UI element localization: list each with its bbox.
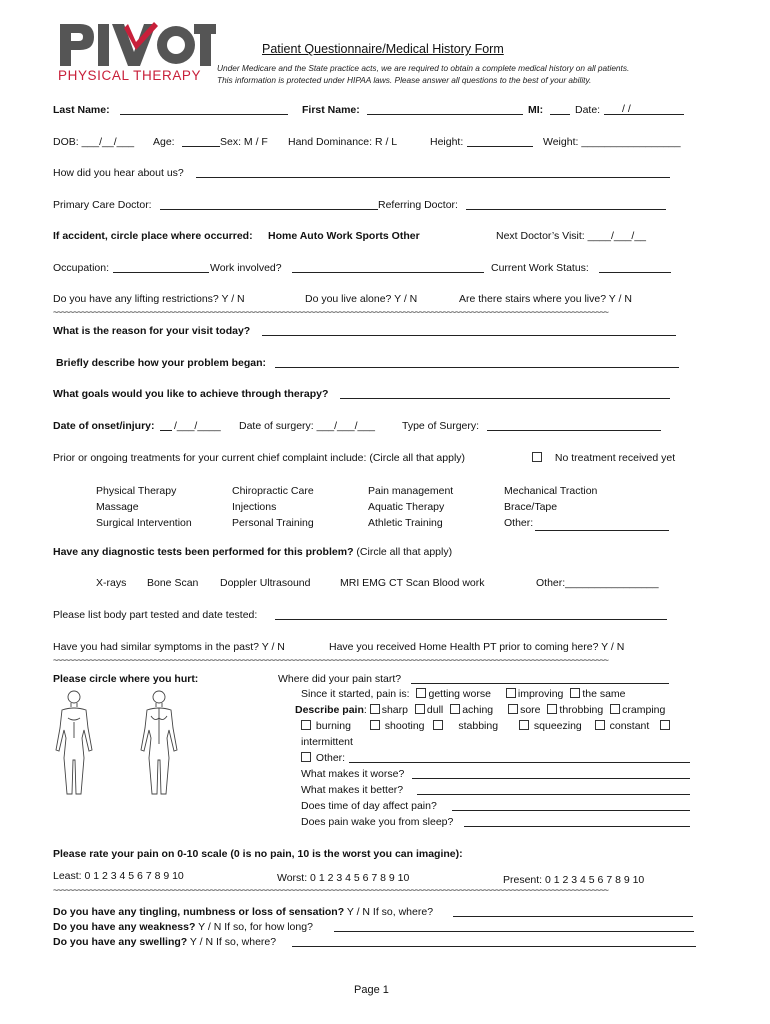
height-label: Height: <box>430 136 464 148</box>
intro-line-2: This information is protected under HIPAA laws. Please answer all questions to the best of your ability. <box>217 75 592 85</box>
reason-field[interactable] <box>262 325 676 336</box>
checkbox-icon[interactable] <box>595 720 605 730</box>
lifting-question[interactable]: Do you have any lifting restrictions? Y / N <box>53 293 245 305</box>
treatments-col-2 <box>232 483 314 531</box>
how-hear-label: How did you hear about us? <box>53 167 184 179</box>
mi-label: MI: <box>528 104 544 116</box>
pain-scale-label: Please rate your pain on 0-10 scale (0 is no pain, 10 is the worst you can imagine): <box>53 848 463 860</box>
treatments-col-3 <box>368 483 453 531</box>
page-number: Page 1 <box>354 984 389 996</box>
tilde-divider: ~~~~~~~~~~~~~~~~~~~~~~~~~~~~~~~~~~~~~~~~~~~~~~~~~~~~~~~~~~~~~~~~~~~~~~~~~~~~~~~~~~~~~~~~~~~~~~~~~~~~~~~~~~~~~~~~~~~~~~~~~~~~~~~~~~~~~~~~~~ <box>53 886 608 896</box>
last-name-label: Last Name: <box>53 104 110 116</box>
age-field[interactable] <box>182 136 220 147</box>
describe-pain-row-1: Describe pain: sharp dull aching sore throbbing cramping <box>295 704 666 716</box>
work-involved-label: Work involved? <box>210 262 282 274</box>
onset-label: Date of onset/injury: <box>53 420 155 432</box>
hand-dominance-field[interactable]: Hand Dominance: R / L <box>288 136 398 148</box>
describe-option[interactable]: aching <box>450 704 493 716</box>
accident-places[interactable]: Home Auto Work Sports Other <box>268 230 420 242</box>
describe-option[interactable]: shooting <box>370 720 425 732</box>
tilde-divider: ~~~~~~~~~~~~~~~~~~~~~~~~~~~~~~~~~~~~~~~~~~~~~~~~~~~~~~~~~~~~~~~~~~~~~~~~~~~~~~~~~~~~~~~~~~~~~~~~~~~~~~~~~~~~~~~~~~~~~~~~~~~~~~~~~~~~~~~~~~ <box>53 308 608 318</box>
treatment-option[interactable]: Surgical Intervention <box>96 517 192 529</box>
pain-other-row: Other: <box>301 752 345 764</box>
since-option-same[interactable]: the same <box>570 688 625 700</box>
body-diagram-icon[interactable] <box>44 688 194 800</box>
checkbox-icon[interactable] <box>660 720 670 730</box>
least-scale[interactable]: Least: 0 1 2 3 4 5 6 7 8 9 10 <box>53 870 184 882</box>
occupation-field[interactable] <box>113 262 209 273</box>
checkbox-icon[interactable] <box>570 688 580 698</box>
treatment-option[interactable]: Brace/Tape <box>504 501 558 513</box>
live-alone-question[interactable]: Do you live alone? Y / N <box>305 293 418 305</box>
checkbox-icon[interactable] <box>370 704 380 714</box>
referring-doctor-field[interactable] <box>466 199 666 210</box>
goals-label: What goals would you like to achieve through therapy? <box>53 388 329 400</box>
prior-treatments-label: Prior or ongoing treatments for your current chief complaint include: (Circle all that apply) <box>53 452 466 464</box>
treatments-col-4 <box>504 483 669 531</box>
time-of-day-field[interactable] <box>452 800 690 811</box>
describe-option[interactable]: sharp <box>370 704 408 716</box>
wake-label: Does pain wake you from sleep? <box>301 816 454 828</box>
treatment-option[interactable]: Pain management <box>368 485 454 497</box>
test-doppler[interactable]: Doppler Ultrasound <box>220 577 311 589</box>
date-label: Date: <box>575 104 601 116</box>
treatment-option[interactable]: Athletic Training <box>368 517 443 529</box>
checkbox-icon[interactable] <box>433 720 443 730</box>
mi-field[interactable] <box>550 104 570 115</box>
pain-start-label: Where did your pain start? <box>278 673 402 685</box>
accident-label: If accident, circle place where occurred: <box>53 230 253 242</box>
body-part-field[interactable] <box>275 609 667 620</box>
similar-symptoms-question[interactable]: Have you had similar symptoms in the past? Y / N <box>53 641 285 653</box>
weakness-field[interactable] <box>334 921 694 932</box>
work-status-label: Current Work Status: <box>491 262 589 274</box>
checkbox-icon[interactable] <box>519 720 529 730</box>
no-treatment-option[interactable]: No treatment received yet <box>532 452 675 464</box>
treatments-col-1 <box>96 483 192 531</box>
referring-doctor-label: Referring Doctor: <box>378 199 458 211</box>
intro-line-1: Under Medicare and the State practice acts, we are required to obtain a complete medical history on all patients. <box>217 63 630 73</box>
worse-label: What makes it worse? <box>301 768 405 780</box>
checkbox-icon[interactable] <box>450 704 460 714</box>
work-involved-field[interactable] <box>292 262 484 273</box>
swelling-question: Do you have any swelling? Y / N If so, where? <box>53 936 277 948</box>
describe-option[interactable]: squeezing <box>519 720 582 732</box>
surgery-type-field[interactable] <box>487 420 661 431</box>
intermittent-option[interactable]: intermittent <box>301 736 353 748</box>
describe-option[interactable]: throbbing <box>547 704 603 716</box>
work-status-field[interactable] <box>599 262 671 273</box>
page-title: Patient Questionnaire/Medical History Form <box>262 42 504 56</box>
describe-option[interactable]: burning <box>301 720 351 732</box>
wake-field[interactable] <box>464 816 690 827</box>
last-name-field[interactable] <box>120 104 288 115</box>
swelling-field[interactable] <box>292 936 696 947</box>
other-treatment-field[interactable] <box>535 520 669 531</box>
dob-field[interactable]: DOB: ___/__/___ <box>53 136 135 148</box>
describe-option[interactable]: constant <box>595 720 650 732</box>
occupation-label: Occupation: <box>53 262 110 274</box>
tingling-question: Do you have any tingling, numbness or loss of sensation? Y / N If so, where? <box>53 906 434 918</box>
treatment-option[interactable]: Other: <box>504 515 669 531</box>
surgery-date-field[interactable]: Date of surgery: ___/___/___ <box>239 420 376 432</box>
describe-pain-row-2 <box>301 720 672 732</box>
time-of-day-label: Does time of day affect pain? <box>301 800 437 812</box>
first-name-label: First Name: <box>302 104 360 116</box>
tilde-divider: ~~~~~~~~~~~~~~~~~~~~~~~~~~~~~~~~~~~~~~~~~~~~~~~~~~~~~~~~~~~~~~~~~~~~~~~~~~~~~~~~~~~~~~~~~~~~~~~~~~~~~~~~~~~~~~~~~~~~~~~~~~~~~~~~~~~~~~~~~~ <box>53 656 608 666</box>
date-field[interactable] <box>604 104 684 115</box>
body-part-label: Please list body part tested and date tested: <box>53 609 258 621</box>
treatment-option[interactable]: Physical Therapy <box>96 485 177 497</box>
describe-option[interactable]: sore <box>508 704 540 716</box>
checkbox-icon[interactable] <box>416 688 426 698</box>
pivot-logo-icon <box>58 20 216 68</box>
onset-separators: /___/____ <box>174 420 221 432</box>
present-scale[interactable]: Present: 0 1 2 3 4 5 6 7 8 9 10 <box>503 874 645 886</box>
first-name-field[interactable] <box>367 104 523 115</box>
treatment-option[interactable]: Personal Training <box>232 517 314 529</box>
reason-label: What is the reason for your visit today? <box>53 325 251 337</box>
diagnostic-question: Have any diagnostic tests been performed for this problem? (Circle all that apply) <box>53 546 453 558</box>
test-xrays[interactable]: X-rays <box>96 577 127 589</box>
weight-field[interactable]: Weight: _________________ <box>543 136 681 148</box>
checkbox-icon[interactable] <box>547 704 557 714</box>
pain-other-field[interactable] <box>349 752 690 763</box>
better-label: What makes it better? <box>301 784 404 796</box>
how-hear-field[interactable] <box>196 167 670 178</box>
test-bone-scan[interactable]: Bone Scan <box>147 577 199 589</box>
date-separators: / / <box>622 103 631 115</box>
sex-field[interactable]: Sex: M / F <box>220 136 268 148</box>
checkbox-icon[interactable] <box>370 720 380 730</box>
test-others-list[interactable]: MRI EMG CT Scan Blood work <box>340 577 485 589</box>
pain-since-row: Since it started, pain is: getting worse improving the same <box>301 688 626 700</box>
describe-option[interactable]: dull <box>415 704 443 716</box>
pcp-field[interactable] <box>160 199 378 210</box>
treatment-option[interactable]: Massage <box>96 501 139 513</box>
weakness-question: Do you have any weakness? Y / N If so, for how long? <box>53 921 313 933</box>
checkbox-icon[interactable] <box>610 704 620 714</box>
test-other-field[interactable]: Other:________________ <box>536 577 659 589</box>
treatment-option[interactable]: Mechanical Traction <box>504 485 598 497</box>
age-label: Age: <box>153 136 175 148</box>
checkbox-icon[interactable] <box>506 688 516 698</box>
treatment-option[interactable]: Injections <box>232 501 277 513</box>
worse-field[interactable] <box>412 768 690 779</box>
stairs-question[interactable]: Are there stairs where you live? Y / N <box>459 293 632 305</box>
home-health-question[interactable]: Have you received Home Health PT prior to coming here? Y / N <box>329 641 625 653</box>
tingling-field[interactable] <box>453 906 693 917</box>
onset-field[interactable] <box>160 420 172 431</box>
checkbox-icon[interactable] <box>532 452 542 462</box>
next-visit-field[interactable]: Next Doctor’s Visit: ____/___/__ <box>496 230 647 242</box>
surgery-type-label: Type of Surgery: <box>402 420 480 432</box>
pain-start-field[interactable] <box>411 673 669 684</box>
better-field[interactable] <box>417 784 690 795</box>
logo-subtitle: PHYSICAL THERAPY <box>58 68 202 83</box>
checkbox-icon[interactable] <box>415 704 425 714</box>
describe-option[interactable]: stabbing <box>433 720 498 732</box>
logo <box>58 20 216 83</box>
goals-field[interactable] <box>340 388 670 399</box>
pcp-label: Primary Care Doctor: <box>53 199 152 211</box>
circle-hurt-label: Please circle where you hurt: <box>53 673 199 685</box>
since-option-worse[interactable]: getting worse <box>416 688 490 700</box>
height-field[interactable] <box>467 136 533 147</box>
checkbox-icon[interactable] <box>508 704 518 714</box>
checkbox-icon[interactable] <box>301 720 311 730</box>
since-option-improving[interactable]: improving <box>506 688 564 700</box>
worst-scale[interactable]: Worst: 0 1 2 3 4 5 6 7 8 9 10 <box>277 872 410 884</box>
treatment-option[interactable]: Aquatic Therapy <box>368 501 445 513</box>
began-label: Briefly describe how your problem began: <box>56 357 267 369</box>
checkbox-icon[interactable] <box>301 752 311 762</box>
began-field[interactable] <box>275 357 679 368</box>
treatment-option[interactable]: Chiropractic Care <box>232 485 314 497</box>
describe-option[interactable]: cramping <box>610 704 665 716</box>
